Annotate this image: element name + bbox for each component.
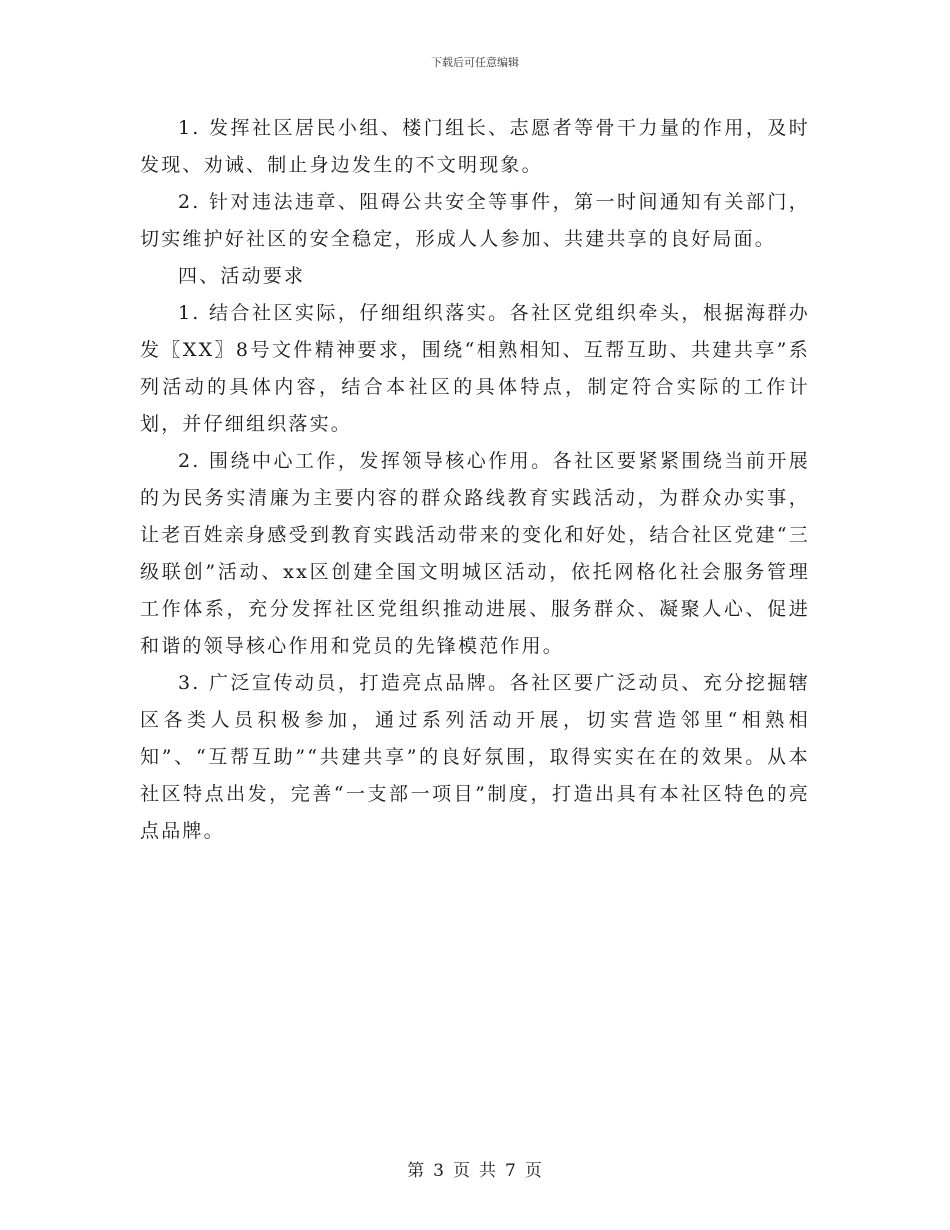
paragraph-3: 1. 结合社区实际，仔细组织落实。各社区党组织牵头，根据海群办发〖XX〗8号文件精神要求，围绕“相熟相知、互帮互助、共建共享”系列活动的具体内容，结合本社区的具体特点，制定符合实际的工作计划，并仔细组织落实。 (140, 302, 810, 435)
page-header: 下载后可任意编辑 (431, 56, 519, 69)
total-pages-number: 7 (505, 1161, 517, 1181)
document-body (140, 110, 810, 850)
section-heading: 四、活动要求 (178, 265, 306, 287)
footer-label-unit: 页 (453, 1161, 471, 1181)
page-footer (0, 1156, 950, 1181)
footer-label-page: 第 (407, 1161, 426, 1181)
current-page-number: 3 (433, 1161, 445, 1181)
paragraph-2: 2. 针对违法违章、阻碍公共安全等事件，第一时间通知有关部门，切实维护好社区的安全稳定，形成人人参加、共建共享的良好局面。 (140, 191, 810, 250)
footer-label-total: 共 (479, 1161, 497, 1181)
paragraph-4: 2. 围绕中心工作，发挥领导核心作用。各社区要紧紧围绕当前开展的为民务实清廉为主要内容的群众路线教育实践活动，为群众办实事，让老百姓亲身感受到教育实践活动带来的变化和好处，结合社区党建“三级联创”活动、xx区创建全国文明城区活动，依托网格化社会服务管理工作体系，充分发挥社区党组织推动进展、服务群众、凝聚人心、促进和谐的领导核心作用和党员的先锋模范作用。 (140, 450, 810, 657)
paragraph-1: 1. 发挥社区居民小组、楼门组长、志愿者等骨干力量的作用，及时发现、劝诫、制止身边发生的不文明现象。 (140, 117, 810, 176)
footer-label-unit-2: 页 (524, 1161, 543, 1181)
paragraph-5: 3. 广泛宣传动员，打造亮点品牌。各社区要广泛动员、充分挖掘辖区各类人员积极参加，通过系列活动开展，切实营造邻里“相熟相知”、“互帮互助”“共建共享”的良好氛围，取得实实在在的效果。从本社区特点出发，完善“一支部一项目”制度，打造出具有本社区特色的亮点品牌。 (140, 672, 810, 842)
